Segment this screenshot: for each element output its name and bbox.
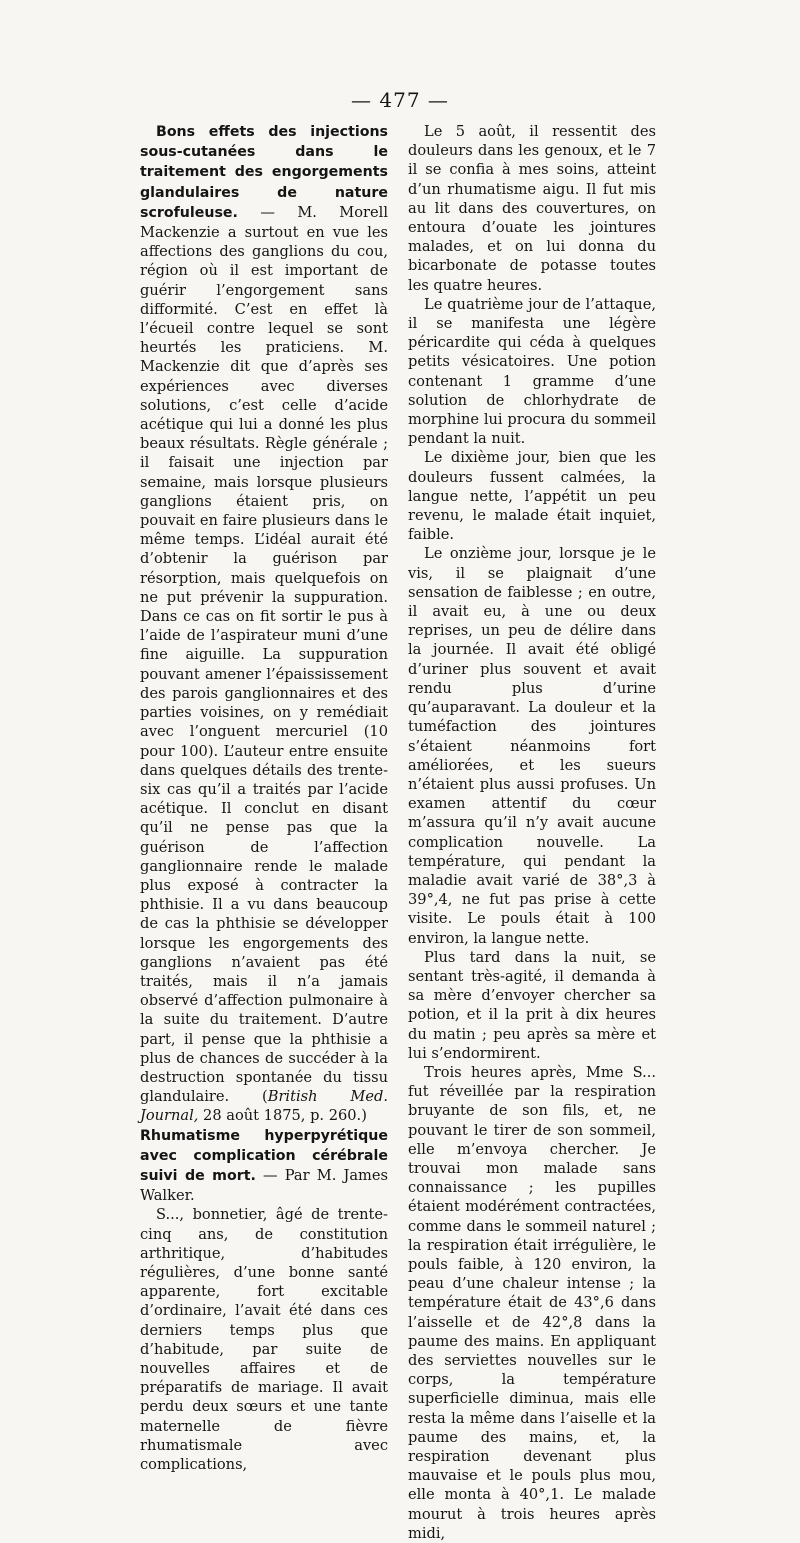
right-paragraph-2: Le quatrième jour de l’attaque, il se manifesta une légère péricardite qui céda à quelques petits vésicatoires. Une potion contenant 1 gramme d’une solution de chlorhydrate de morphine lui procura du sommeil pendant la nuit. [408,295,656,448]
right-column [408,122,656,1543]
left-column [140,122,388,1474]
article-2-paragraph-1: S..., bonnetier, âgé de trente-cinq ans, de constitution arthritique, d’habitudes régulières, d’une bonne santé apparente, fort excitable d’ordinaire, l’avait été dans ces derniers temps plus que d’habitude, par suite de nouvelles affaires et de préparatifs de mariage. Il avait perdu deux sœurs et une tante maternelle de fièvre rhumatismale avec complications, [140,1206,388,1474]
citation-journal: British Med. Journal, [140,1088,388,1125]
right-paragraph-4: Le onzième jour, lorsque je le vis, il se plaignait d’une sensation de faiblesse ; en outre, il avait eu, à une ou deux reprises, un peu de délire dans la journée. Il avait été obligé d’uriner plus souvent et avait rendu plus d’urine qu’auparavant. La douleur et la tuméfaction des jointures s’étaient néanmoins fort améliorées, et les sueurs n’étaient plus aussi profuses. Un examen attentif du cœur m’assura qu’il n’y avait aucune complication nouvelle. La température, qui pendant la maladie avait varié de 38°,3 à 39°,4, ne fut pas prise à cette visite. Le pouls était à 100 environ, la langue nette. [408,545,656,947]
article-2-heading: Rhumatisme hyperpyrétique avec complication cérébrale suivi de mort. [140,1127,388,1184]
citation-details: 28 août 1875, p. 260.) [198,1107,367,1125]
page-number: — 477 — [351,88,449,112]
right-paragraph-3: Le dixième jour, bien que les douleurs fussent calmées, la langue nette, l’appétit un peu revenu, le malade était inquiet, faible. [408,449,656,544]
right-paragraph-6: Trois heures après, Mme S... fut réveillée par la respiration bruyante de son fils, et, ne pouvant le tirer de son sommeil, elle m’envoya chercher. Je trouvai mon malade sans connaissance ; les pupilles étaient modérément contractées, comme dans le sommeil naturel ; la respiration était irrégulière, le pouls faible, à 120 environ, la peau d’une chaleur intense ; la température était de 43°,6 dans l’aisselle et de 42°,8 dans la paume des mains. En appliquant des serviettes nouvelles sur le corps, la température superficielle diminua, mais elle resta la même dans l’aiselle et la paume des mains, et, la respiration devenant plus mauvaise et le pouls plus mou, elle monta à 40°,1. Le malade mourut à trois heures après midi, [408,1063,656,1542]
article-2-title-paragraph [140,1126,388,1206]
article-2-byline: — Par M. James Walker. [140,1166,388,1205]
article-1-heading: Bons effets des injections sous-cutanées dans le traitement des engorgements glandulaires de nature scrofuleuse. [140,124,388,221]
right-paragraph-1: Le 5 août, il ressentit des douleurs dans les genoux, et le 7 il se confia à mes soins, atteint d’un rhumatisme aigu. Il fut mis au lit dans des couvertures, on entoura d’ouate les jointures malades, et on lui donna du bicarbonate de potasse toutes les quatre heures. [408,123,656,294]
article-1-body: — M. Morell Mackenzie a surtout en vue les affections des ganglions du cou, région où il est important de guérir l’engorgement sans difformité. C’est en effet là l’écueil contre lequel se sont heurtés les praticiens. M. Mackenzie dit que d’après ses expériences avec diverses solutions, c’est celle d’acide acétique qui lui a donné les plus beaux résultats. Règle générale ; il faisait une injection par semaine, mais lorsque plusieurs ganglions étaient pris, on pouvait en faire plusieurs dans le même temps. L’idéal aurait été d’obtenir la guérison par résorption, mais quelquefois on ne put prévenir la suppuration. Dans ce cas on fit sortir le pus à l’aide de l’aspirateur muni d’une fine aiguille. La suppuration pouvant amener l’épaississement des parois ganglionnaires et des parties voisines, on y remédiait avec l’onguent mercuriel (10 pour 100). L’auteur entre ensuite dans quelques détails des trente-six cas qu’il a traités par l’acide acétique. Il conclut en disant qu’il ne pense pas que la guérison de l’affection ganglionnaire rende le malade plus exposé à contracter la phthisie. Il a vu dans beaucoup de cas la phthisie se développer lorsque les engorgements des ganglions n’avaient pas été traités, mais il n’a jamais observé d’affection pulmonaire à la suite du traitement. D’autre part, il pense que la phthisie a plus de chances de succéder à la destruction spontanée du tissu glandulaire. ( [140,203,388,1106]
right-paragraph-5: Plus tard dans la nuit, se sentant très-agité, il demanda à sa mère d’envoyer chercher sa potion, et il la prit à dix heures du matin ; peu après sa mère et lui s’endormirent. [408,948,656,1062]
article-1-paragraph [140,122,388,1126]
